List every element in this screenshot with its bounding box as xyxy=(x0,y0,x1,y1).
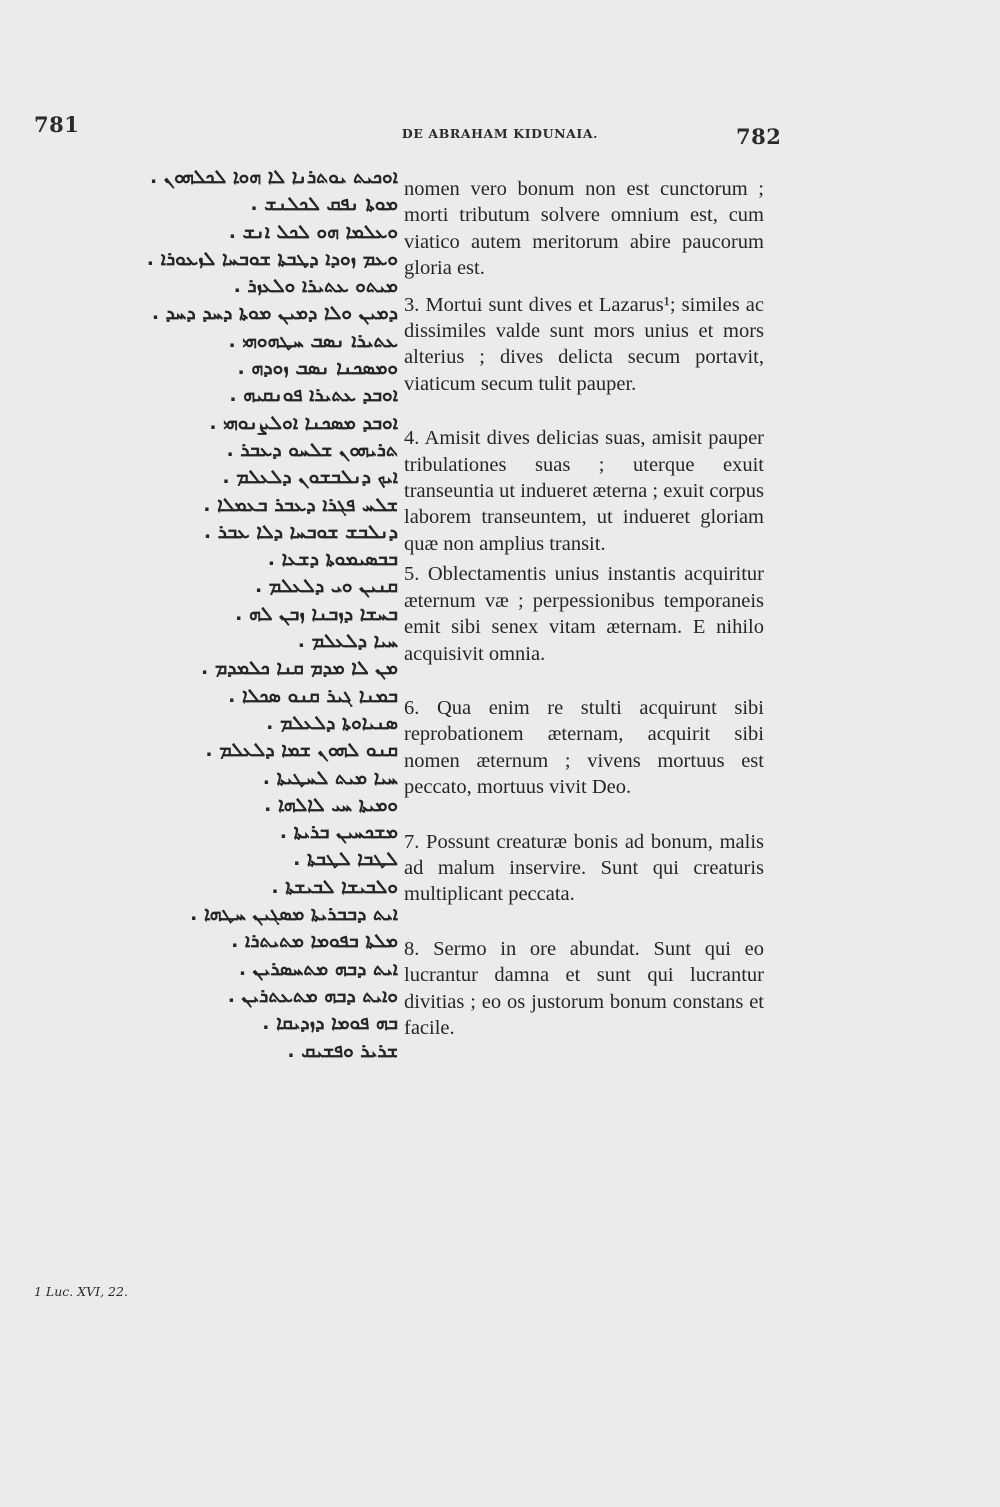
syriac-line: ܕܢܠܒܫ ܫܘܒܚܐ ܕܠܐ ܥܒܪ . xyxy=(203,520,398,543)
syriac-line: ܡܘܬܐ ܢܦܩ ܠܟܠܢܫ . xyxy=(250,193,398,216)
syriac-line: ܡܝܬܘ ܥܬܝܪܐ ܘܠܥܙܪ . xyxy=(233,275,398,298)
latin-paragraph-6: 6. Qua enim re stulti acquirunt sibi reprobationem æternam, acquirit sibi nomen æternum ; vivens mortuus est peccato, mortuus vivit Deo. xyxy=(404,696,764,799)
syriac-line: ܥܬܝܪܐ ܢܣܒ ܚܛܗܘܗܝ . xyxy=(228,329,398,352)
syriac-line: ܐܝܬ ܕܒܗ ܡܬܚܣܪܝܢ . xyxy=(238,957,398,980)
syriac-line: ܡܠܬܐ ܒܦܘܡܐ ܡܬܝܬܪܐ . xyxy=(231,930,398,953)
latin-paragraph-continuation: nomen vero bonum non est cunctorum ; morti tributum solvere omnium est, cum viatico autem meritorum abire paucorum gloria est. xyxy=(404,178,764,280)
syriac-line: ܘܠܒܝܫܐ ܠܒܝܫܬܐ . xyxy=(271,875,398,898)
latin-paragraph-7: 7. Possunt creaturæ bonis ad bonum, malis ad malum inservire. Sunt qui creaturis multiplicant peccata. xyxy=(404,830,764,906)
page-number-left: 781 xyxy=(34,112,80,137)
syriac-line: ܫܠܚ ܦܓܪܐ ܕܥܒܪ ܒܥܡܠܐ . xyxy=(203,493,398,516)
syriac-line: ܐܘܒܕ ܡܣܟܢܐ ܐܘܠܨܢܘܗܝ . xyxy=(209,411,398,434)
syriac-line: ܘܡܝܬܐ ܚܝ ܠܐܠܗܐ . xyxy=(264,793,398,816)
syriac-line: ܩܢܝܢ ܘܝ ܕܠܥܠܡ . xyxy=(254,575,398,598)
syriac-line: ܘܡܣܟܢܐ ܢܣܒ ܙܘܕܗ . xyxy=(237,357,398,380)
running-title: DE ABRAHAM KIDUNAIA. xyxy=(401,126,599,141)
syriac-line: ܐܘܒܕ ܥܬܝܪܐ ܦܘܢܩܝܗ . xyxy=(229,384,398,407)
syriac-line: ܬܪܝܗܘܢ ܫܠܚܘ ܕܥܒܪ . xyxy=(226,438,398,461)
latin-paragraph-5: 5. Oblectamentis unius instantis acquiritur æternum væ ; perpessionibus temporaneis emit sibi senex vitam æternam. E nihilo acquisivit omnia. xyxy=(404,563,764,665)
syriac-line: ܠܛܒܐ ܠܛܒܬܐ . xyxy=(293,848,398,871)
syriac-line: ܡܫܟܚܝܢ ܒܪܝܬܐ . xyxy=(279,821,398,844)
syriac-line: ܐܝܟ ܕܢܠܒܫܘܢ ܕܠܥܠܡ . xyxy=(222,466,398,489)
footnote: 1 Luc. XVI, 22. xyxy=(34,1284,128,1299)
latin-paragraph-3: 3. Mortui sunt dives et Lazarus¹; similes ac dissimiles valde sunt mors unius et mors alterius ; dives delicta secum portavit, viaticum secum tulit pauper. xyxy=(404,293,764,395)
syriac-line: ܫܪܝܪ ܘܦܫܝܩ . xyxy=(287,1039,398,1062)
syriac-line: ܘܥܠܡܐ ܗܘ ܠܟܠ ܐܢܫ . xyxy=(228,220,398,243)
syriac-line: ܚܝܐ ܡܝܬ ܠܚܛܝܬܐ . xyxy=(262,766,398,789)
latin-text-column xyxy=(404,176,764,1041)
syriac-line: ܘܥܡ ܙܘܕܐ ܕܛܒܬܐ ܫܘܒܚܐ ܠܙܥܘܪܐ . xyxy=(146,247,398,270)
syriac-line: ܒܗ ܦܘܡܐ ܕܙܕܝܩܐ . xyxy=(262,1012,398,1035)
latin-paragraph-4: 4. Amisit dives delicias suas, amisit pauper tribulationes suas ; uterque exuit transeuntia ut indueret æterna ; exuit corpus laborem transeuntem, ut indueret gloriam quæ non amplius transit. xyxy=(404,427,764,555)
page-number-right: 782 xyxy=(736,124,782,149)
syriac-line: ܩܢܘ ܠܗܘܢ ܫܡܐ ܕܠܥܠܡ . xyxy=(205,739,398,762)
syriac-line: ܡܢ ܠܐ ܡܕܡ ܩܢܐ ܟܠܡܕܡ . xyxy=(200,657,398,680)
syriac-line: ܒܚܫܐ ܕܙܒܢܐ ܙܒܢ ܠܗ . xyxy=(235,602,398,625)
syriac-line: ܒܡܢܐ ܓܝܪ ܩܢܘ ܣܟܠܐ . xyxy=(228,684,398,707)
syriac-line: ܚܝܐ ܕܠܥܠܡ . xyxy=(297,630,398,653)
syriac-line: ܒܒܣܝܡܘܬܐ ܕܫܥܐ . xyxy=(267,548,398,571)
syriac-line: ܘܐܝܬ ܕܒܗ ܡܬܥܬܪܝܢ . xyxy=(227,984,398,1007)
syriac-line: ܕܡܝܢ ܘܠܐ ܕܡܝܢ ܡܘܬܐ ܕܚܕ ܕܚܕ . xyxy=(151,302,398,325)
syriac-line: ܐܝܬ ܕܒܒܪܝܬܐ ܡܣܓܝܢ ܚܛܗܐ . xyxy=(190,903,398,926)
latin-paragraph-8: 8. Sermo in ore abundat. Sunt qui eo lucrantur damna et sunt qui lucrantur divitias ; eo os justorum bonum constans et facile. xyxy=(404,937,764,1039)
syriac-line: ܣܢܝܐܘܬܐ ܕܠܥܠܡ . xyxy=(266,711,398,734)
syriac-text-column xyxy=(130,164,398,1065)
syriac-line: ܐܘܟܝܬ ܝܘܬܪܢܐ ܠܐ ܗܘܐ ܠܟܠܗܘܢ . xyxy=(149,166,398,188)
